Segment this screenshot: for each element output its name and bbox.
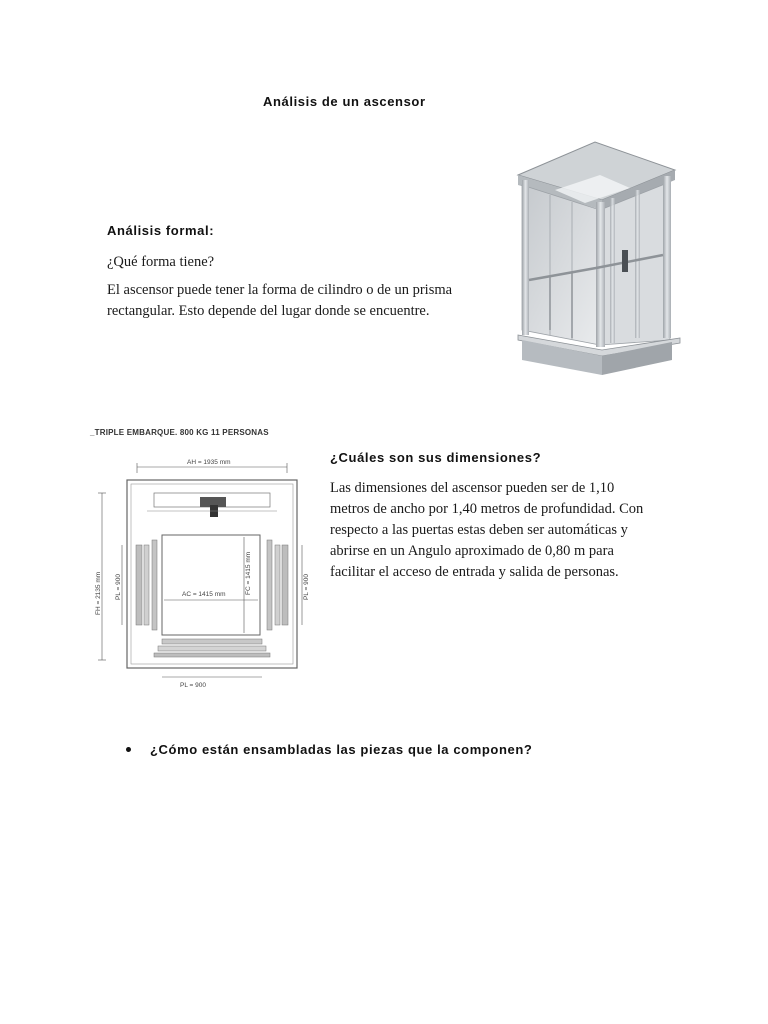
- assembly-bullet-item: [126, 742, 532, 757]
- shape-answer: [107, 280, 487, 322]
- floor-plan-diagram: [92, 445, 317, 693]
- dimensions-heading: ¿Cuáles son sus dimensiones?: [330, 450, 542, 465]
- dimensions-answer-line: facilitar el acceso de entrada y salida de personas.: [330, 564, 619, 580]
- elevator-photo: [510, 140, 685, 380]
- formal-analysis-heading: Análisis formal:: [107, 223, 215, 238]
- shape-question: ¿Qué forma tiene?: [107, 254, 215, 270]
- shape-answer-line: rectangular. Esto depende del lugar donde se encuentre.: [107, 303, 430, 319]
- shape-answer-line: El ascensor puede tener la forma de cilindro o de un prisma: [107, 282, 453, 298]
- plan-label-pl-left: PL = 900: [115, 574, 122, 600]
- dimensions-answer-line: Las dimensiones del ascensor pueden ser de 1,10: [330, 480, 615, 496]
- plan-label-pl-bottom: PL = 900: [180, 682, 206, 689]
- plan-label-ac: AC = 1415 mm: [182, 591, 226, 598]
- dimensions-answer-line: abrirse en un Angulo aproximado de 0,80 m para: [330, 543, 614, 559]
- document-title: Análisis de un ascensor: [263, 94, 426, 109]
- plan-label-ah: AH = 1935 mm: [187, 459, 231, 466]
- plan-label-pl-right: PL = 900: [303, 574, 310, 600]
- dimensions-answer: [330, 478, 660, 583]
- plan-label-fh: FH = 2135 mm: [95, 571, 102, 615]
- dimensions-answer-line: metros de ancho por 1,40 metros de profundidad. Con: [330, 501, 644, 517]
- plan-label-fc: FC = 1415 mm: [245, 551, 252, 595]
- bullet-icon: [126, 747, 131, 752]
- assembly-question: ¿Cómo están ensambladas las piezas que la componen?: [150, 742, 533, 757]
- dimensions-answer-line: respecto a las puertas estas deben ser automáticas y: [330, 522, 628, 538]
- floor-plan-caption: _TRIPLE EMBARQUE. 800 KG 11 PERSONAS: [90, 428, 269, 437]
